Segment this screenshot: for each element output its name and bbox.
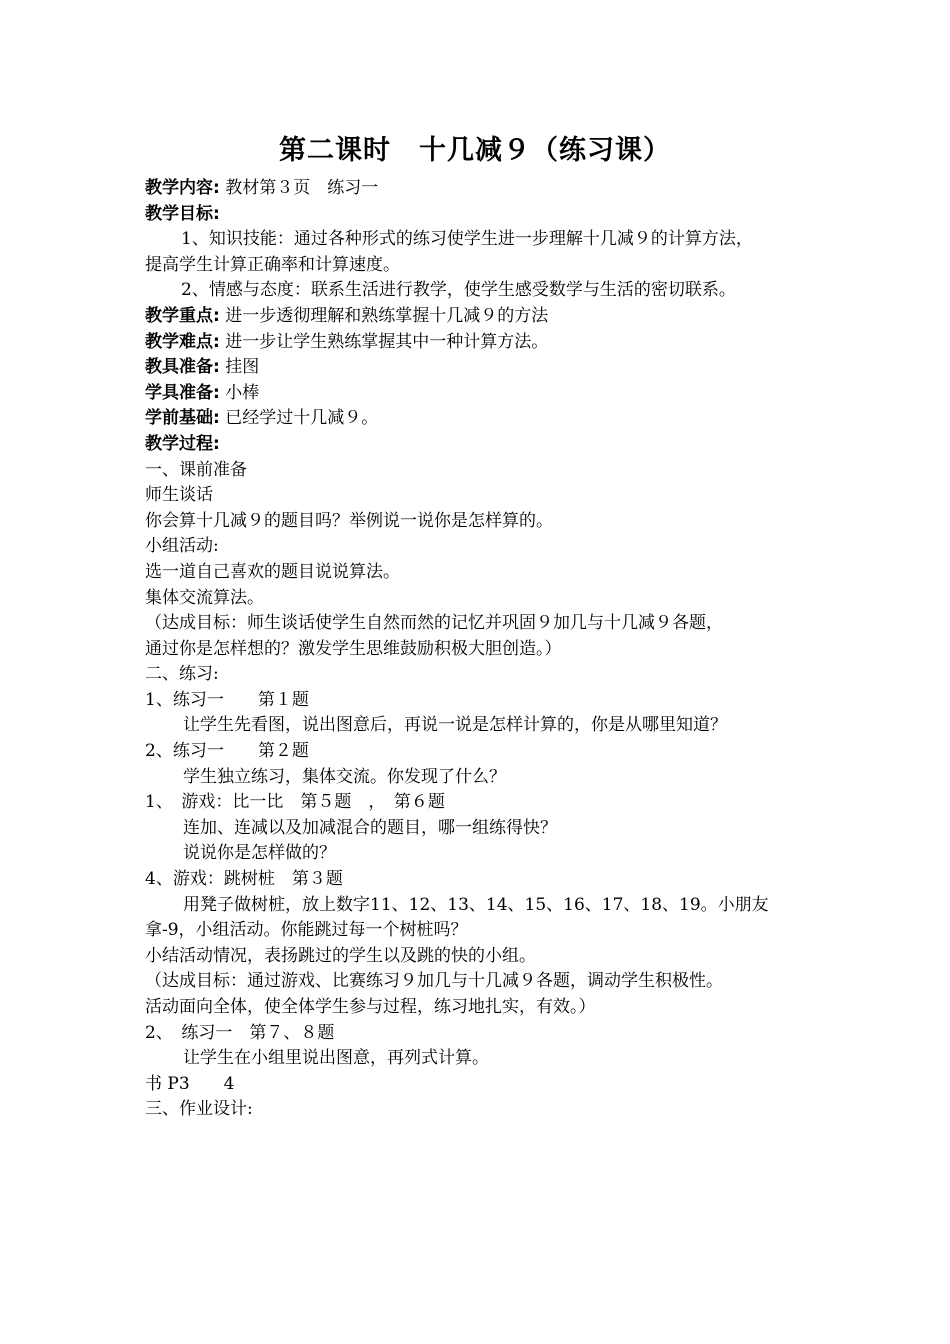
text-line xyxy=(145,406,817,432)
text-line xyxy=(145,278,817,304)
text-line xyxy=(145,586,817,612)
text-line xyxy=(145,483,817,509)
text-line xyxy=(145,253,817,279)
text-line xyxy=(145,662,817,688)
text-line xyxy=(145,381,817,407)
section-label: 学具准备: xyxy=(145,382,220,403)
text-line xyxy=(145,790,817,816)
section-label: 教学内容: xyxy=(145,178,220,198)
text-line xyxy=(145,227,817,253)
line-text: 4、游戏：跳树桩 第３题 xyxy=(145,869,343,890)
line-text: 拿-9，小组活动。你能跳过每一个树桩吗？ xyxy=(145,920,468,941)
line-text: 1、练习一 第１题 xyxy=(145,689,309,710)
text-line xyxy=(145,765,817,791)
line-text: 小组活动: xyxy=(145,536,219,557)
text-line xyxy=(145,202,817,228)
line-text: 师生谈话 xyxy=(145,485,213,506)
line-text: 2、情感与态度：联系生活进行教学，使学生感受数学与生活的密切联系。 xyxy=(181,280,736,301)
line-text: 进一步透彻理解和熟练掌握十几减９的方法 xyxy=(219,305,549,326)
text-line xyxy=(145,995,817,1021)
line-text: 学生独立练习，集体交流。你发现了什么？ xyxy=(183,766,506,787)
line-text: 三、作业设计: xyxy=(145,1099,253,1120)
lesson-body xyxy=(145,176,817,1123)
line-text: 小棒 xyxy=(219,382,260,403)
line-text: 二、练习: xyxy=(145,664,219,685)
line-text: 一、课前准备 xyxy=(145,459,247,480)
text-line xyxy=(145,330,817,356)
line-text: 进一步让学生熟练掌握其中一种计算方法。 xyxy=(219,331,549,352)
line-text: 小结活动情况，表扬跳过的学生以及跳的快的小组。 xyxy=(145,945,536,966)
line-text: 用凳子做树桩，放上数字11、12、13、14、15、16、17、18、19。小朋友 xyxy=(183,894,769,915)
section-label: 教学目标: xyxy=(145,203,220,224)
line-text: 提高学生计算正确率和计算速度。 xyxy=(145,254,400,275)
text-line xyxy=(145,867,817,893)
text-line xyxy=(145,1072,817,1098)
text-line xyxy=(145,688,817,714)
text-line xyxy=(145,1046,817,1072)
line-text: 活动面向全体，使全体学生参与过程，练习地扎实，有效。） xyxy=(145,997,596,1017)
line-text: 挂图 xyxy=(219,357,260,378)
text-line xyxy=(145,841,817,867)
text-line xyxy=(145,560,817,586)
line-text: 通过你是怎样想的？激发学生思维鼓励积极大胆创造。） xyxy=(145,638,562,659)
text-line xyxy=(145,944,817,970)
line-text: 你会算十几减９的题目吗？举例说一说你是怎样算的。 xyxy=(145,510,553,531)
text-line xyxy=(145,509,817,535)
text-line xyxy=(145,432,817,458)
line-text: （达成目标：通过游戏、比赛练习９加几与十几减９各题，调动学生积极性。 xyxy=(145,971,723,992)
line-text: 选一道自己喜欢的题目说说算法。 xyxy=(145,561,400,582)
line-text: 集体交流算法。 xyxy=(145,587,264,608)
line-text: 连加、连减以及加减混合的题目，哪一组练得快？ xyxy=(183,817,557,838)
text-line xyxy=(145,918,817,944)
line-text: 让学生在小组里说出图意，再列式计算。 xyxy=(183,1048,489,1069)
text-line xyxy=(145,1021,817,1047)
text-line xyxy=(145,458,817,484)
text-line xyxy=(145,176,817,202)
line-text: 2、练习一 第２题 xyxy=(145,741,309,762)
lesson-title: 第二课时 十几减９（练习课） xyxy=(279,135,671,166)
text-line xyxy=(145,969,817,995)
text-line xyxy=(145,355,817,381)
text-line xyxy=(145,637,817,663)
line-text: （达成目标：师生谈话使学生自然而然的记忆并巩固９加几与十几减９各题， xyxy=(145,613,723,634)
text-line xyxy=(145,893,817,919)
line-text: 教材第３页 练习一 xyxy=(219,178,379,198)
line-text: 说说你是怎样做的？ xyxy=(183,843,336,864)
text-line xyxy=(145,816,817,842)
section-label: 学前基础: xyxy=(145,408,220,429)
section-label: 教学过程: xyxy=(145,433,220,454)
line-text: 1、知识技能：通过各种形式的练习使学生进一步理解十几减９的计算方法， xyxy=(181,229,753,250)
text-line xyxy=(145,304,817,330)
text-line xyxy=(145,534,817,560)
text-line xyxy=(145,1097,817,1123)
line-text: 2、 练习一 第７、８题 xyxy=(145,1022,335,1043)
text-line xyxy=(145,713,817,739)
section-label: 教具准备: xyxy=(145,357,220,378)
section-label: 教学重点: xyxy=(145,305,220,326)
line-text: 让学生先看图，说出图意后，再说一说是怎样计算的，你是从哪里知道？ xyxy=(183,715,727,736)
line-text: 已经学过十几减９。 xyxy=(219,408,379,429)
text-line xyxy=(145,739,817,765)
text-line xyxy=(145,611,817,637)
line-text: 1、 游戏：比一比 第５题 ， 第６题 xyxy=(145,792,445,813)
line-text: 书 P3 4 xyxy=(145,1073,235,1094)
section-label: 教学难点: xyxy=(145,331,220,352)
